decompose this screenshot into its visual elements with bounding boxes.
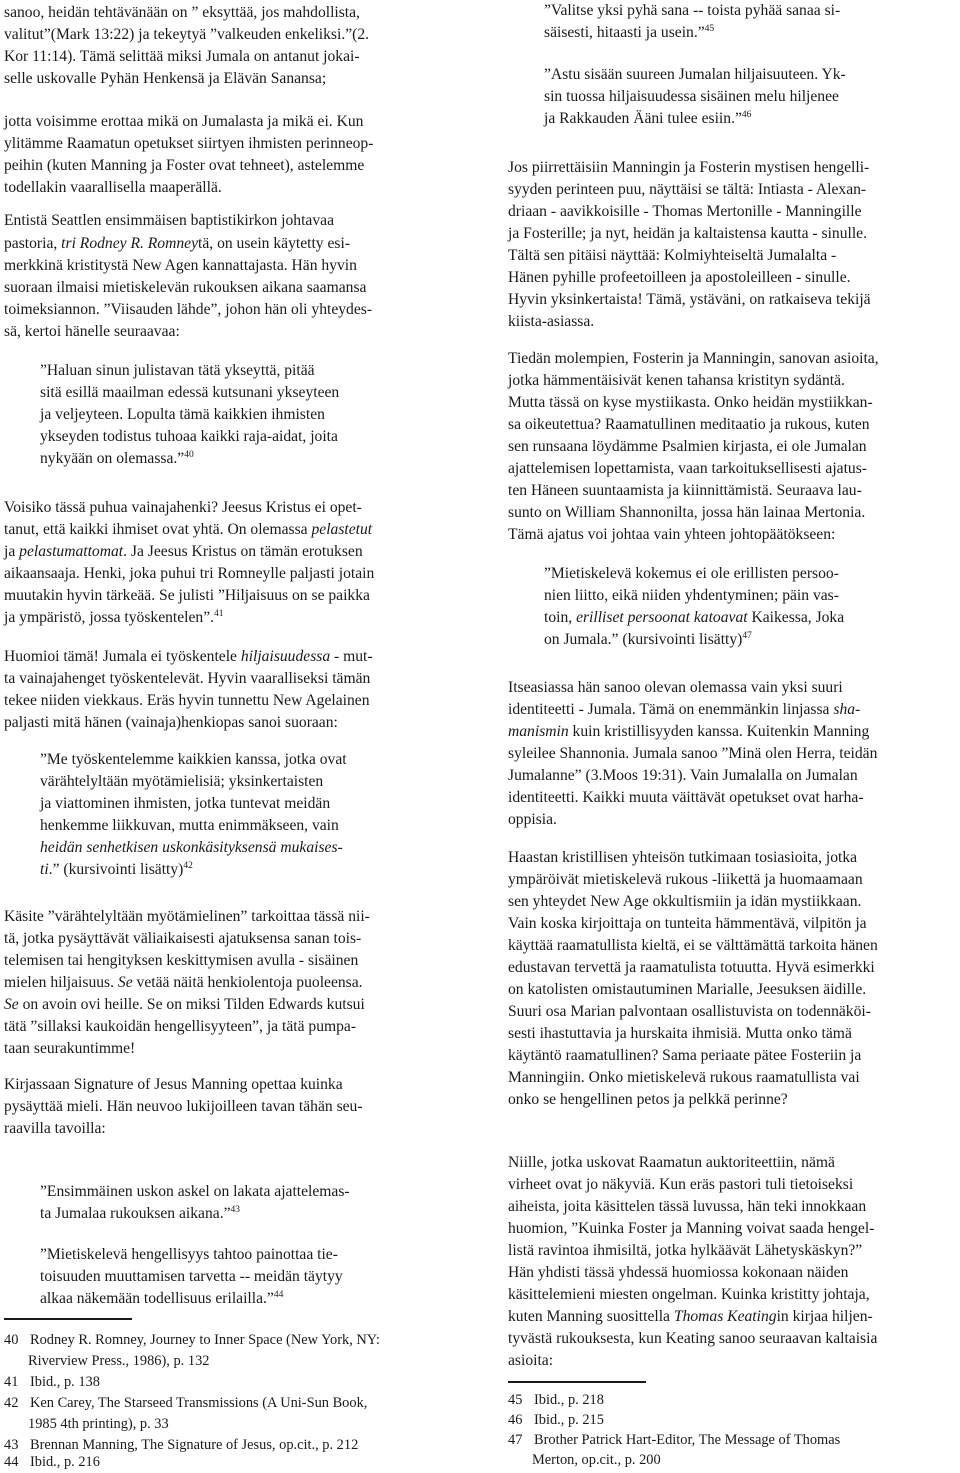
quote-line: sitä esillä maailman edessä kutsunani ykseyteen <box>40 384 340 401</box>
text-line: sesti ihastuttavia ja hurskaita ihmisiä. Mutta onko tämä <box>508 1025 852 1042</box>
text-line: Manningiin. Onko mietiskelevä rukous raamatullista vai <box>508 1069 860 1086</box>
text-line: Huomioi tämä! Jumala ei työskentele hiljaisuudessa - mut- <box>4 648 373 665</box>
text-line: Itseasiassa hän sanoo olevan olemassa vain yksi suuri <box>508 679 843 696</box>
text-line: aiheista, joita käsittelen tässä luvussa, hän teki innokkaan <box>508 1198 867 1215</box>
text-line: Kirjassaan Signature of Jesus Manning opettaa kuinka <box>4 1076 343 1093</box>
text-line: merkkinä kristitystä New Agen kannattajasta. Hän hyvin <box>4 257 357 274</box>
footnote: 42 Ken Carey, The Starseed Transmissions (A Uni-Sun Book, <box>4 1395 368 1411</box>
quote-line: toisuuden muuttamisen tarvetta -- meidän täytyy <box>40 1268 343 1285</box>
footnote: 43 Brennan Manning, The Signature of Jesus, op.cit., p. 212 <box>4 1437 359 1453</box>
footnote-continuation: Riverview Press., 1986), p. 132 <box>28 1353 210 1369</box>
text-line: taan seurakuntimme! <box>4 1040 136 1057</box>
text-line: ja pelastumattomat. Ja Jeesus Kristus on tämän erotuksen <box>4 543 363 560</box>
text-line: syyden perinteen puu, näyttäisi se tältä: Intiasta - Alexan- <box>508 181 867 198</box>
text-line: ajattelemisen lopettamista, vaan tarkoituksellisesti ajatus- <box>508 460 867 477</box>
text-line: asioita: <box>508 1352 554 1369</box>
text-line: Tältä sen pitäisi näyttää: Kolmiyhteiseltä Jumalalta - <box>508 247 837 264</box>
footnote-continuation: 1985 4th printing), p. 33 <box>28 1416 169 1432</box>
text-line: sunto on William Shannonilta, jossa hän lainaa Mertonia. <box>508 504 866 521</box>
text-line: toimeksiannon. ”Viisauden lähde”, johon hän oli yhteydes- <box>4 301 373 318</box>
text-line: raavilla tavoilla: <box>4 1120 106 1137</box>
text-line: jotta voisimme erottaa mikä on Jumalasta ja mikä ei. Kun <box>4 113 364 130</box>
text-line: suoraan ilmaisi mietiskelevän rukouksen aikana saamansa <box>4 279 367 296</box>
footnote-ref: 41 <box>214 608 224 619</box>
text-line: tätä ”sillaksi kaukoidän hengellisyyteen”, ja tätä pumpa- <box>4 1018 357 1035</box>
text-line: virheet ovat jo näkyviä. Kun eräs pastori tuli tietoiseksi <box>508 1176 854 1193</box>
quote-line: ”Mietiskelevä kokemus ei ole erillisten persoo- <box>544 565 839 582</box>
quote-line: säisesti, hitaasti ja usein.”$^{45}$ <box>544 23 715 41</box>
quote-line: toin, erilliset persoonat katoavat Kaikessa, Joka <box>544 609 845 626</box>
text-line: ja Fosterille; ja nyt, heidän ja kaltaistensa kautta - sinulle. <box>508 225 867 242</box>
footnote-ref: 40 <box>184 449 194 460</box>
text-line: sen yhteydet New Age okkultismiin ja idän mystiikkaan. <box>508 893 862 910</box>
text-line: Hänen pyhille profeetoilleen ja apostoleilleen - sinulle. <box>508 269 851 286</box>
text-line: sa oikeutettua? Raamatullinen meditaatio ja rukous, kuten <box>508 416 870 433</box>
text-line: on katolisten omistautuminen Marialle, Jeesuksen äidille. <box>508 981 867 998</box>
text-line: tä, jotka pysäyttävät väliaikaisesti ajatuksensa sanan tois- <box>4 930 362 947</box>
text-line: Hän yhdisti tässä yhdessä huomiossa kokonaan näiden <box>508 1264 849 1281</box>
footnote-ref: 47 <box>742 630 752 641</box>
quote-line: ”Me työskentelemme kaikkien kanssa, jotka ovat <box>40 751 347 768</box>
quote-line: ti.” (kursivointi lisätty)$^{42}$ <box>40 860 193 878</box>
text-line: Jumalanne” (3.Moos 19:31). Vain Jumalalla on Jumalan <box>508 767 858 784</box>
text-line: Tämä ajatus voi johtaa vain yhteen johtopäätökseen: <box>508 526 836 543</box>
text-line: kuten Manning suosittella Thomas Keatingin kirjaa hiljen- <box>508 1308 873 1325</box>
footnote: 44 Ibid., p. 216 <box>4 1454 100 1470</box>
quote-line: ta Jumalaa rukouksen aikana.”$^{43}$ <box>40 1204 241 1222</box>
footnote-continuation: Merton, op.cit., p. 200 <box>532 1452 661 1468</box>
footnote: 41 Ibid., p. 138 <box>4 1374 100 1390</box>
text-line: mielen hiljaisuus. Se vetää näitä henkiolentoja puoleensa. <box>4 974 363 991</box>
text-line: tanut, että kaikki ihmiset ovat yhtä. On olemassa pelastetut <box>4 521 373 538</box>
text-line: muutakin hyvin tärkeää. Se julisti ”Hiljaisuus on se paikka <box>4 587 370 604</box>
quote-line: ja Rakkauden Ääni tulee esiin.”$^{46}$ <box>544 109 752 127</box>
text-line: telemisen tai hengityksen keskittymisen avulla - sisäinen <box>4 952 359 969</box>
quote-line: ”Mietiskelevä hengellisyys tahtoo painottaa tie- <box>40 1246 338 1263</box>
text-line: oppisia. <box>508 811 557 828</box>
quote-line: värähtelyltään myötämielisiä; yksinkertaisten <box>40 773 324 790</box>
footnote-divider <box>4 1318 132 1320</box>
text-line: identiteetti. Kaikki muuta väittävät opetukset ovat harha- <box>508 789 864 806</box>
footnote: 46 Ibid., p. 215 <box>508 1412 604 1428</box>
text-line: tyvästä rukouksesta, kun Keating sanoo seuraavan kaltaisia <box>508 1330 878 1347</box>
footnote: 45 Ibid., p. 218 <box>508 1392 604 1408</box>
text-line: ja ympäristö, jossa työskentelen”.$^{41}$ <box>4 608 224 626</box>
quote-line: ykseyden todistus tuhoaa kaikki raja-aidat, joita <box>40 428 338 445</box>
text-line: ta vainajahenget työskentelevät. Hyvin vaaralliseksi tämän <box>4 670 371 687</box>
text-line: Vain koska kirjoittaja on tunteita hämmentävä, vilpitön ja <box>508 915 867 932</box>
quote-line: sin tuossa hiljaisuudessa sisäinen melu hiljenee <box>544 88 839 105</box>
footnote: 40 Rodney R. Romney, Journey to Inner Space (New York, NY: <box>4 1332 380 1348</box>
text-line: Suuri osa Marian palvontaan osallistuvista on todennäköi- <box>508 1003 871 1020</box>
text-line: paljasti mitä hänen (vainaja)henkiopas sanoi suoraan: <box>4 714 338 731</box>
text-line: Voisiko tässä puhua vainajahenki? Jeesus Kristus ei opet- <box>4 499 362 516</box>
text-line: tekee niiden viekkaus. Eräs hyvin tunnettu New Agelainen <box>4 692 370 709</box>
text-line: onko se hengellinen petos ja pelkkä perinne? <box>508 1091 788 1108</box>
text-line: sanoo, heidän tehtävänään on ” eksyttää, jos mahdollista, <box>4 4 360 21</box>
text-line: käytäntö raamatullinen? Sama periaate pätee Fosteriin ja <box>508 1047 862 1064</box>
footnote-divider <box>508 1381 646 1383</box>
text-line: selle uskovalle Pyhän Henkensä ja Elävän Sanansa; <box>4 70 327 87</box>
text-line: kiista-asiassa. <box>508 313 595 330</box>
text-line: Niille, jotka uskovat Raamatun auktoriteettiin, nämä <box>508 1154 835 1171</box>
text-line: identiteetti - Jumala. Tämä on enemmänkin linjassa sha- <box>508 701 861 718</box>
quote-line: alkaa näkemään todellisuus erilailla.”$^{44}$ <box>40 1289 284 1307</box>
text-line: pastoria, tri Rodney R. Romneytä, on usein käytetty esi- <box>4 235 351 252</box>
text-line: driaan - aavikkoisille - Thomas Mertonille - Manningille <box>508 203 862 220</box>
text-line: aikaansaaja. Henki, joka puhui tri Romneylle paljasti jotain <box>4 565 375 582</box>
text-line: Jos piirrettäisiin Manningin ja Fosterin mystisen hengelli- <box>508 159 870 176</box>
quote-line: heidän senhetkisen uskonkäsityksensä mukaises- <box>40 839 343 856</box>
footnote-ref: 46 <box>741 109 752 120</box>
text-line: sä, kertoi hänelle seuraavaa: <box>4 323 180 340</box>
text-line: Entistä Seattlen ensimmäisen baptistikirkon johtavaa <box>4 212 334 229</box>
text-line: todellakin vaarallisella maaperällä. <box>4 179 222 196</box>
text-line: Se on avoin ovi heille. Se on miksi Tilden Edwards kutsui <box>4 996 365 1013</box>
text-line: syleilee Shannonia. Jumala sanoo ”Minä olen Herra, teidän <box>508 745 878 762</box>
text-line: Tiedän molempien, Fosterin ja Manningin, sanovan asioita, <box>508 350 879 367</box>
footnote-ref: 44 <box>273 1289 284 1300</box>
text-line: Haastan kristillisen yhteisön tutkimaan tosiasioita, jotka <box>508 849 858 866</box>
footnote-ref: 43 <box>230 1204 241 1215</box>
text-line: käyttää raamatullista kieltä, ei se välttämättä tarkoita hänen <box>508 937 878 954</box>
quote-line: ja viattominen ihmisten, jotka tuntevat meidän <box>40 795 331 812</box>
quote-line: ”Ensimmäinen uskon askel on lakata ajattelemas- <box>40 1183 350 1200</box>
text-line: sen runsaana löydämme Psalmien kirjasta, ei ole Jumalan <box>508 438 867 455</box>
footnote: 47 Brother Patrick Hart-Editor, The Message of Thomas <box>508 1432 841 1448</box>
footnote-ref: 45 <box>704 23 715 34</box>
footnote-ref: 42 <box>183 860 193 871</box>
text-line: jotka hämmentäisivät kenen tahansa kristityn sydäntä. <box>508 372 845 389</box>
text-line: ylitämme Raamatun opetukset siirtyen ihmisten perinneop- <box>4 135 374 152</box>
text-line: listä ravintoa ihmisiltä, jotka hylkäävät Lähetyskäskyn?” <box>508 1242 863 1259</box>
text-line: huomion, ”Kuinka Foster ja Manning voivat saada hengel- <box>508 1220 875 1237</box>
text-line: Mutta tässä on kyse mystiikasta. Onko heidän mystiikkan- <box>508 394 873 411</box>
quote-line: nien liitto, eikä niiden yhdentyminen; päin vas- <box>544 587 839 604</box>
text-line: Kor 11:14). Tämä selittää miksi Jumala on antanut jokai- <box>4 48 360 65</box>
text-line: Hyvin yksinkertaista! Tämä, ystäväni, on ratkaiseva tekijä <box>508 291 871 308</box>
quote-line: ”Astu sisään suureen Jumalan hiljaisuuteen. Yk- <box>544 66 846 83</box>
text-line: käsittelemieni miesten ongelman. Kuinka kristitty johtaja, <box>508 1286 870 1303</box>
quote-line: henkemme liikkuvan, mutta enimmäkseen, vain <box>40 817 339 834</box>
text-line: edustavan tervettä ja raamatulista totuutta. Hyvä esimerkki <box>508 959 875 976</box>
text-line: ten Häneen suuntaamista ja kiinnittämistä. Seuraava lau- <box>508 482 862 499</box>
text-line: ympäröivät mietiskelevä rukous -liikettä ja huomaamaan <box>508 871 863 888</box>
quote-line: ja veljeyteen. Lopulta tämä kaikkien ihmisten <box>40 406 325 423</box>
quote-line: on Jumala.” (kursivointi lisätty)$^{47}$ <box>544 630 752 648</box>
text-line: manismin kuin kristillisyyden kanssa. Kuitenkin Manning <box>508 723 870 740</box>
text-line: peihin (kuten Manning ja Foster ovat tehneet), astelemme <box>4 157 365 174</box>
text-line: pysäyttää mieli. Hän neuvoo lukijoilleen tavan tähän seu- <box>4 1098 363 1115</box>
quote-line: ”Haluan sinun julistavan tätä ykseyttä, pitää <box>40 362 315 379</box>
text-line: valitut”(Mark 13:22) ja tekeytyä ”valkeuden enkeliksi.”(2. <box>4 26 370 43</box>
text-line: Käsite ”värähtelyltään myötämielinen” tarkoittaa tässä nii- <box>4 908 370 925</box>
quote-line: ”Valitse yksi pyhä sana -- toista pyhää sanaa si- <box>544 2 841 19</box>
quote-line: nykyään on olemassa.”$^{40}$ <box>40 449 194 467</box>
